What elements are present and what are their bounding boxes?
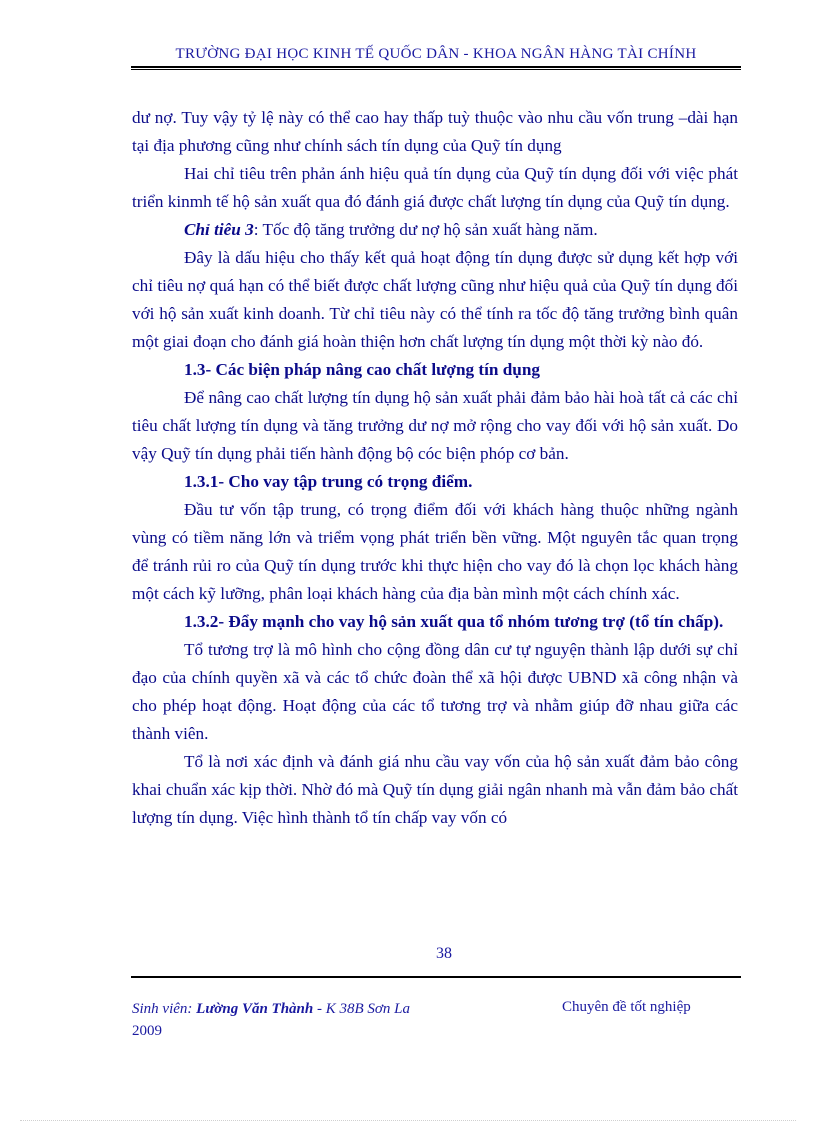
paragraph: Tổ là nơi xác định và đánh giá nhu cầu vay vốn của hộ sản xuất đảm bảo công khai chuẩn xác kịp thời. Nhờ đó mà Quỹ tín dụng giải ngân nhanh mà vẫn đảm bảo chất lượng tín dụng. Việc hình thành tổ tín chấp vay vốn có — [132, 752, 738, 827]
student-label: Sinh viên — [132, 1001, 188, 1017]
paragraph: dư nợ. Tuy vậy tỷ lệ này có thể cao hay thấp tuỳ thuộc vào nhu cầu vốn trung –dài hạn tại địa phương cũng như chính sách tín dụng của Quỹ tín dụng — [132, 108, 738, 155]
paragraph: Để nâng cao chất lượng tín dụng hộ sản xuất phải đảm bảo hài hoà tất cả các chỉ tiêu chất lượng tín dụng và tăng trưởng dư nợ mở rộng cho vay đối với hộ sản xuất. Do vậy Quỹ tín dụng phải tiến hành động bộ cóc biện phóp cơ bản. — [132, 388, 738, 463]
page-bottom-dotted-line — [20, 1120, 796, 1121]
header-rule — [131, 66, 741, 70]
section-heading-1-3-2: 1.3.2- Đẩy mạnh cho vay hộ sản xuất qua tổ nhóm tương trợ (tổ tín chấp). — [184, 612, 724, 631]
criterion-text: : Tốc độ tăng trưởng dư nợ hộ sản xuất hàng năm. — [253, 220, 598, 239]
paragraph-criterion-3 — [132, 216, 738, 244]
student-class: - K 38B Sơn La — [313, 1001, 410, 1017]
student-name: Lường Văn Thành — [196, 1001, 314, 1017]
page-number: 38 — [436, 945, 452, 962]
paragraph: Đây là dấu hiệu cho thấy kết quả hoạt động tín dụng được sử dụng kết hợp với chỉ tiêu nợ quá hạn có thể biết được chất lượng cũng như hiệu quả của Quỹ tín dụng đối với hộ sản xuất kinh doanh. Từ chỉ tiêu này có thể tính ra tốc độ tăng trưởng bình quân một giai đoạn cho đánh giá hoàn thiện hơn chất lượng tín dụng một thời kỳ nào đó. — [132, 248, 738, 351]
footer-rule — [131, 976, 741, 978]
document-body — [132, 104, 738, 832]
section-heading-1-3-1: 1.3.1- Cho vay tập trung có trọng điểm. — [184, 472, 473, 491]
footer-year: 2009 — [132, 1023, 162, 1039]
section-heading-1-3: 1.3- Các biện pháp nâng cao chất lượng tín dụng — [184, 360, 541, 379]
paragraph: Tổ tương trợ là mô hình cho cộng đồng dân cư tự nguyện thành lập dưới sự chỉ đạo của chính quyền xã và các tổ chức đoàn thể xã hội được UBND xã công nhận và cho phép hoạt động. Hoạt động của các tổ tương trợ và nhằm giúp đỡ nhau giữa các thành viên. — [132, 640, 738, 743]
page-header: TRƯỜNG ĐẠI HỌC KINH TẾ QUỐC DÂN - KHOA NGÂN HÀNG TÀI CHÍNH — [175, 46, 697, 62]
footer-student: Sinh viên: Lường Văn Thành - K 38B Sơn La 2009 — [132, 1001, 410, 1039]
footer-thesis-label: Chuyên đề tốt nghiệp — [562, 999, 691, 1015]
criterion-label: Chỉ tiêu 3 — [184, 220, 254, 239]
paragraph: Hai chỉ tiêu trên phản ánh hiệu quả tín dụng của Quỹ tín dụng đối với việc phát triển kinmh tế hộ sản xuất qua đó đánh giá được chất lượng tín dụng của Quỹ tín dụng. — [132, 164, 738, 211]
paragraph: Đầu tư vốn tập trung, có trọng điểm đối với khách hàng thuộc những ngành vùng có tiềm năng lớn và triểm vọng phát triển bền vững. Một nguyên tắc quan trọng để tránh rủi ro của Quỹ tín dụng trước khi thực hiện cho vay đó là chọn lọc khách hàng một cách kỹ lưỡng, phân loại khách hàng của địa bàn mình một cách chính xác. — [132, 500, 738, 603]
